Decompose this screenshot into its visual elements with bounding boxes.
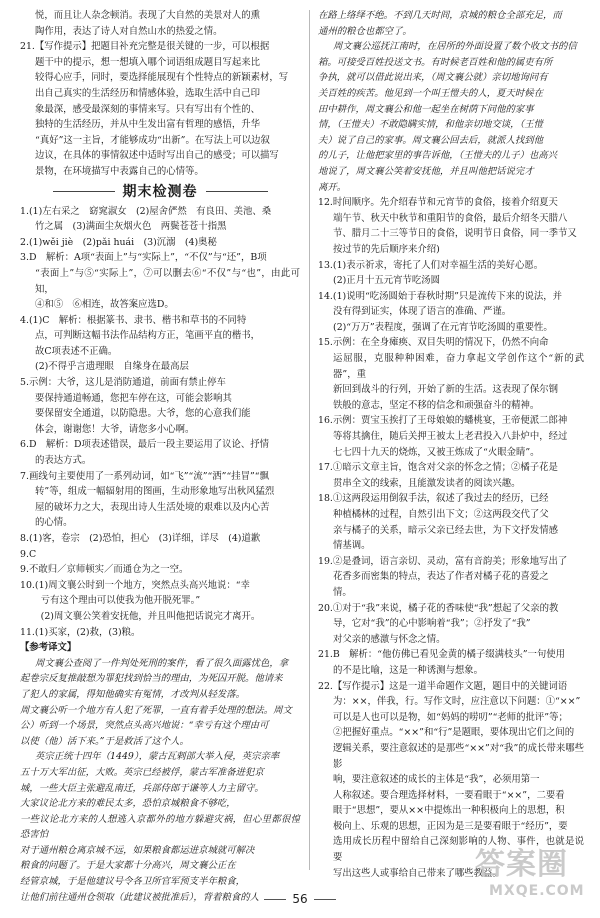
site-watermark-logo	[475, 848, 593, 912]
column-divider	[309, 10, 310, 870]
text-line: 花香多而密集的特点，表达了作者对橘子花的喜爱之	[333, 571, 549, 583]
text-line: 亲与橘子的关系，暗示父亲已经去世，为下文抒发情感	[333, 524, 559, 536]
text-line: 9.不敢归／京师顿实／而通仓为之一空。	[20, 564, 189, 576]
text-line: (2)周文襄公笑着安抚他，并且叫他把话说完才离开。	[40, 610, 261, 622]
text-line: 周文襄公听一个地方有人犯了死罪，一直有着手处理的想法。周文	[20, 704, 292, 716]
text-line: 起卷宗反复推敲想为罪犯找到恰当的理由，为死囚开脱。他请来	[20, 673, 283, 685]
text-line: 悦，而且让人杂念顿消。表现了大自然的美景对人的熏	[35, 10, 261, 21]
text-line: 故C项表述不正确。	[35, 345, 118, 357]
text-line: 转”等，组成一幅辐射用的图画，生动形象地写出秋风猛烈	[35, 486, 275, 498]
text-line: 可以是人也可以是物，如“妈妈的唠叨”“老师的批评”等；	[333, 711, 568, 723]
text-line: 一些议论北方来的人想逃入京都外的地方躲避灾祸，但心里都很惶恐害怕	[20, 813, 300, 841]
text-line: 通州的粮仓也都空了。	[318, 25, 412, 37]
text-line: 18.①这两段运用倒叙手法，叙述了我过去的经历，已经	[318, 493, 549, 505]
text-line: 没有得到证实，体现了语言的准确、严谨。	[333, 306, 512, 318]
text-line: 贯串全文的线索，且能激发读者的阅读兴趣。	[333, 477, 521, 489]
text-line: 22.【写作提示】这是一道半命题作文题，题目中的关键词语	[318, 680, 568, 692]
text-line: 屋的破坏力之大，表现出诗人生活处境的艰难以及内心苦	[35, 501, 270, 513]
text-line: 铁般的意志，坚定不移的信念和顽强奋斗的精神。	[333, 399, 540, 411]
text-line: 11.(1)买家，(2)救，(3)粮。	[20, 626, 141, 638]
text-line: 5.示例：大爷，这儿是消防通道，前面有禁止停车	[20, 377, 226, 389]
text-line: 景物，在环境描写中表露自己的心情等。	[35, 165, 204, 177]
text-line: 人称叙述。要合理选择材料，一要看眼于“××”，二要看	[333, 789, 565, 801]
text-line: 五十万大军出征，大败。英宗已经被俘，蒙古军准备进犯京	[20, 766, 264, 778]
text-line: 逻辑关系，要注意叙述的是那些“××”对“我”的成长带来哪些影	[333, 742, 584, 770]
text-line: 10.(1)周文襄公时到一个地方，突然点头高兴地说：“幸	[20, 579, 250, 591]
text-line: 城，一些大臣主张避乱南迁，兵部侍郎于谦等人力主留守。	[20, 782, 264, 794]
text-line: 20.①对于“我”来说，橘子花的香味使“我”想起了父亲的教	[318, 602, 559, 614]
text-line: 七七四十九天的烧炼，又被王炼成了“火眼金睛”。	[333, 446, 540, 458]
text-line: 按过节的先后顺序来介绍)	[333, 243, 440, 255]
text-line: 以使（他）活下来。”于是救活了这个人。	[20, 735, 189, 747]
text-line: 4.(1)C 解析：根据篆书、隶书、楷书和草书的不同特	[20, 314, 247, 326]
text-line: 让他们前往通州仓领取（此建议被批准后），背着粮食的人	[20, 891, 260, 903]
text-line: (2)不得乎言遗理眼 自缘身在最高层	[35, 361, 189, 373]
text-line: 大家议论北方来的难民太多，恐怕京城粮食不够吃，	[20, 798, 236, 810]
text-line: 端午节、秋天中秋节和重阳节的食俗，最后介绍冬天腊八	[333, 212, 568, 224]
text-line: 21.【写作提示】把题目补充完整是很关键的一步，可以根据	[20, 41, 270, 53]
text-line: 要保持通道畅通，您把车停在这，可能会影响其	[35, 392, 232, 404]
text-line: ④和⑤ ⑥相连，故答案应选D。	[35, 299, 174, 311]
text-line: 象最深，感受最深刻的事情来写。只有写出有个性的、	[35, 103, 261, 115]
text-line: 在路上络绎不绝。不到几天时间，京城的粮仓全部充足，而	[318, 10, 562, 21]
text-line: 较得心应手，同时，要选择能展现有个性特点的新颖素材，写	[35, 72, 289, 84]
text-line: 12.时间顺序。先介绍春节和元宵节的食俗，接着介绍夏天	[318, 197, 558, 209]
text-line: 经管京城，于是他建议号令各卫所官军预支半年粮食，	[20, 876, 246, 888]
text-line: 体会，谢谢您！大爷，请您多小心啊。	[35, 423, 195, 435]
left-column	[20, 8, 300, 905]
text-line: 情，（王愷夫）不敢隐瞒实情，和他亲切地交谈，（王愷	[318, 119, 543, 131]
text-line: 新回到战斗的行列，开始了新的生活。这表现了保尔钢	[333, 384, 559, 396]
text-line: 的表达方式。	[35, 455, 92, 467]
text-line: 箱。可接受百姓投送文书。有时候老百姓和他的属吏有所	[318, 56, 553, 68]
text-line: 情。	[333, 586, 352, 598]
text-line: 出自己真实的生活经历和情感体验，选取生活中自己印	[35, 87, 261, 99]
text-line: 16.示例：贾宝玉挨打了王母娘娘的蟠桃宴，王帝便派二郎神	[318, 415, 568, 427]
text-line: 田中耕作，周文襄公和他一起坐在树荫下问他的家事	[318, 103, 534, 115]
text-line: 3.D 解析：A项“表面上”与“实际上”，“不仅”与“还”，B项	[20, 252, 267, 264]
text-line: 地说了，周文襄公笑着安抚他，并且叫他把话说完才	[318, 165, 534, 177]
text-line: 种植橘林的过程，自然引出下文；②这两段交代了父	[333, 509, 549, 520]
text-line: 21.B 解析：“他仿佛已看见金黄的橘子缀满枝头”一句使用	[318, 649, 566, 661]
text-line: 响，要注意叙述的成长的主体是“我”，必须用第一	[333, 774, 540, 786]
text-line: 等将其擒住，随后关押王被太上老君投入八卦炉中，经过	[333, 431, 568, 443]
text-line: 亏有这个理由可以使我为他开脱死罪。”	[40, 595, 201, 607]
text-line: 13.(1)表示祈求，寄托了人们对幸福生活的美好心愿。	[318, 259, 544, 271]
right-column	[318, 8, 584, 881]
text-line: 粮食的问题了。于是大家都十分高兴，周文襄公正在	[20, 860, 236, 872]
section-title	[20, 183, 300, 201]
text-line: 的不是比喻，这是一种诱测与想象。	[333, 664, 484, 676]
text-line: 节、腊月二十三等节日的食俗，说明节日食俗，同一季节又	[333, 228, 577, 240]
text-line: 的心情。	[35, 517, 73, 529]
text-line: “表面上”与⑤“实际上”，⑦可以删去⑥“不仅”与“也”，由此可知，	[35, 267, 300, 295]
text-line: 7.画线句主要使用了一系列动词，如“飞”“流”“洒”“挂冒”“飘	[20, 470, 269, 482]
text-line: 为：××，伴我，行。写作文时，应注意以下问题：①“××”	[333, 696, 581, 708]
text-line: 15.示例：在全身瘫痪、双目失明的情况下，仍然不向命	[318, 337, 549, 349]
text-line: 公）听到一个场景，突然点头高兴地说：“幸亏有这个理由可	[20, 720, 269, 732]
text-line: 写出这些人或事给自己带来了哪些教益。	[333, 867, 502, 879]
page-number-text: 56	[292, 892, 308, 906]
text-line: 要保留安全通道，以防隐患。大爷，您的心意我们能	[35, 408, 251, 420]
text-line: 1.(1)左右采之 窈窕淑女 (2)屋舍俨然 有良田、美池、桑	[20, 205, 272, 217]
text-line: 离开。	[318, 181, 347, 193]
text-line: 选用成长历程中留给自己深刻影响的人物、事件，也就是说要	[333, 836, 584, 864]
text-line: 2.(1)wěi jiè (2)pǎi huái (3)沉溺 (4)奥秘	[20, 236, 217, 248]
text-line: 9.C	[20, 548, 37, 560]
text-line: 的儿子，让他把家里的事告诉他，（王愷夫的儿子）也高兴	[318, 150, 558, 162]
text-line: 竹之属 (3)满面尘灰烟火色 两鬓苍苍十指黑	[35, 221, 227, 233]
text-line: “真好”这一主旨，才能够成功“出新”。在写法上可以边叙	[35, 134, 270, 146]
watermark-sub-text: MXQE.COM	[489, 883, 585, 899]
text-line: 独特的生活经历，并从中生发出富有哲理的感悟，升华	[35, 119, 261, 131]
text-line: 陶作用，表达了诗人对自然山水的热爱之情。	[35, 25, 223, 37]
text-line: 夫）说了自己的家事。周文襄公回去后，就派人找到他	[318, 134, 544, 146]
text-line: 周文襄公查阅了一件判处死刑的案件，看了很久面露忧色，拿	[35, 657, 289, 669]
text-line: 边议，在具体的事情叙述中适时写出自己的感受；可以描写	[35, 150, 279, 162]
text-line: 周文襄公巡抚江南时，在居所的外面设置了数个收文书的信	[333, 41, 577, 53]
text-line: 6.D 解析：D项表述错误，最后一段主要运用了议论、抒情	[20, 439, 269, 451]
text-line: 争执，就可以借此说出来，（周文襄公就）亲切地询问有	[318, 72, 548, 84]
text-line: 14.(1)说明“吃汤圆始于春秋时期”只是流传下来的说法，并	[318, 290, 563, 302]
text-line: 题干中的提示，想一想填入哪个词语组成题目写起来比	[35, 56, 261, 68]
section-title-text: 期末检测卷	[122, 183, 198, 200]
text-line: 点，可判断这幅书法作品结构方正，笔画平直的楷书，	[35, 330, 261, 342]
text-line: 关百姓的疾苦。他见到一个叫王愷夫的人，夏天时候在	[318, 87, 544, 99]
text-line: 对于通州粮仓离京城不远，如果粮食都运进京城就可解决	[20, 844, 255, 856]
text-line: 眼于“思想”，要从××中提炼出一种积极向上的思想，积	[333, 805, 565, 817]
text-line: 17.①暗示文章主旨，饱含对父亲的怀念之情；②橘子花是	[318, 462, 558, 474]
text-line: 情基调。	[333, 540, 371, 552]
text-line: (2)正月十五元宵节吃汤圆	[333, 275, 441, 287]
text-line: 导，它对“我”的心中影响着“我”；②抒发了“我”	[333, 618, 531, 630]
text-line: (2)“万万”表程度，强调了在元宵节吃汤圆的重要性。	[333, 321, 553, 333]
text-line: 8.(1)客，卷宗 (2)恐怕，担心 (3)详细，详尽 (4)道歉	[20, 533, 261, 544]
text-line: 英宗正统十四年（1449），蒙古瓦剌部大举入侵，英宗亲率	[35, 751, 280, 763]
text-line: 极向上、乐观的思想，正因为是三是要看眼于“经历”，要	[333, 820, 568, 832]
text-line: 运屈服，克服种种困难，奋力拿起文学创作这个“新的武器”，重	[333, 353, 584, 380]
text-line: ②把握好重点。“××”和“行”是题眼，要体现出它们之间的	[333, 727, 575, 739]
watermark-main-text: 答案圈	[475, 847, 568, 882]
text-line: 【参考译文】	[20, 642, 77, 654]
text-line: 19.②是叠词，语言亲切、灵动，富有音韵美；形象地写出了	[318, 555, 568, 567]
text-line: 对父亲的感激与怀念之情。	[333, 633, 446, 645]
text-line: 了犯人的家属，得知他确实有冤情，才改判从轻发落。	[20, 688, 246, 700]
